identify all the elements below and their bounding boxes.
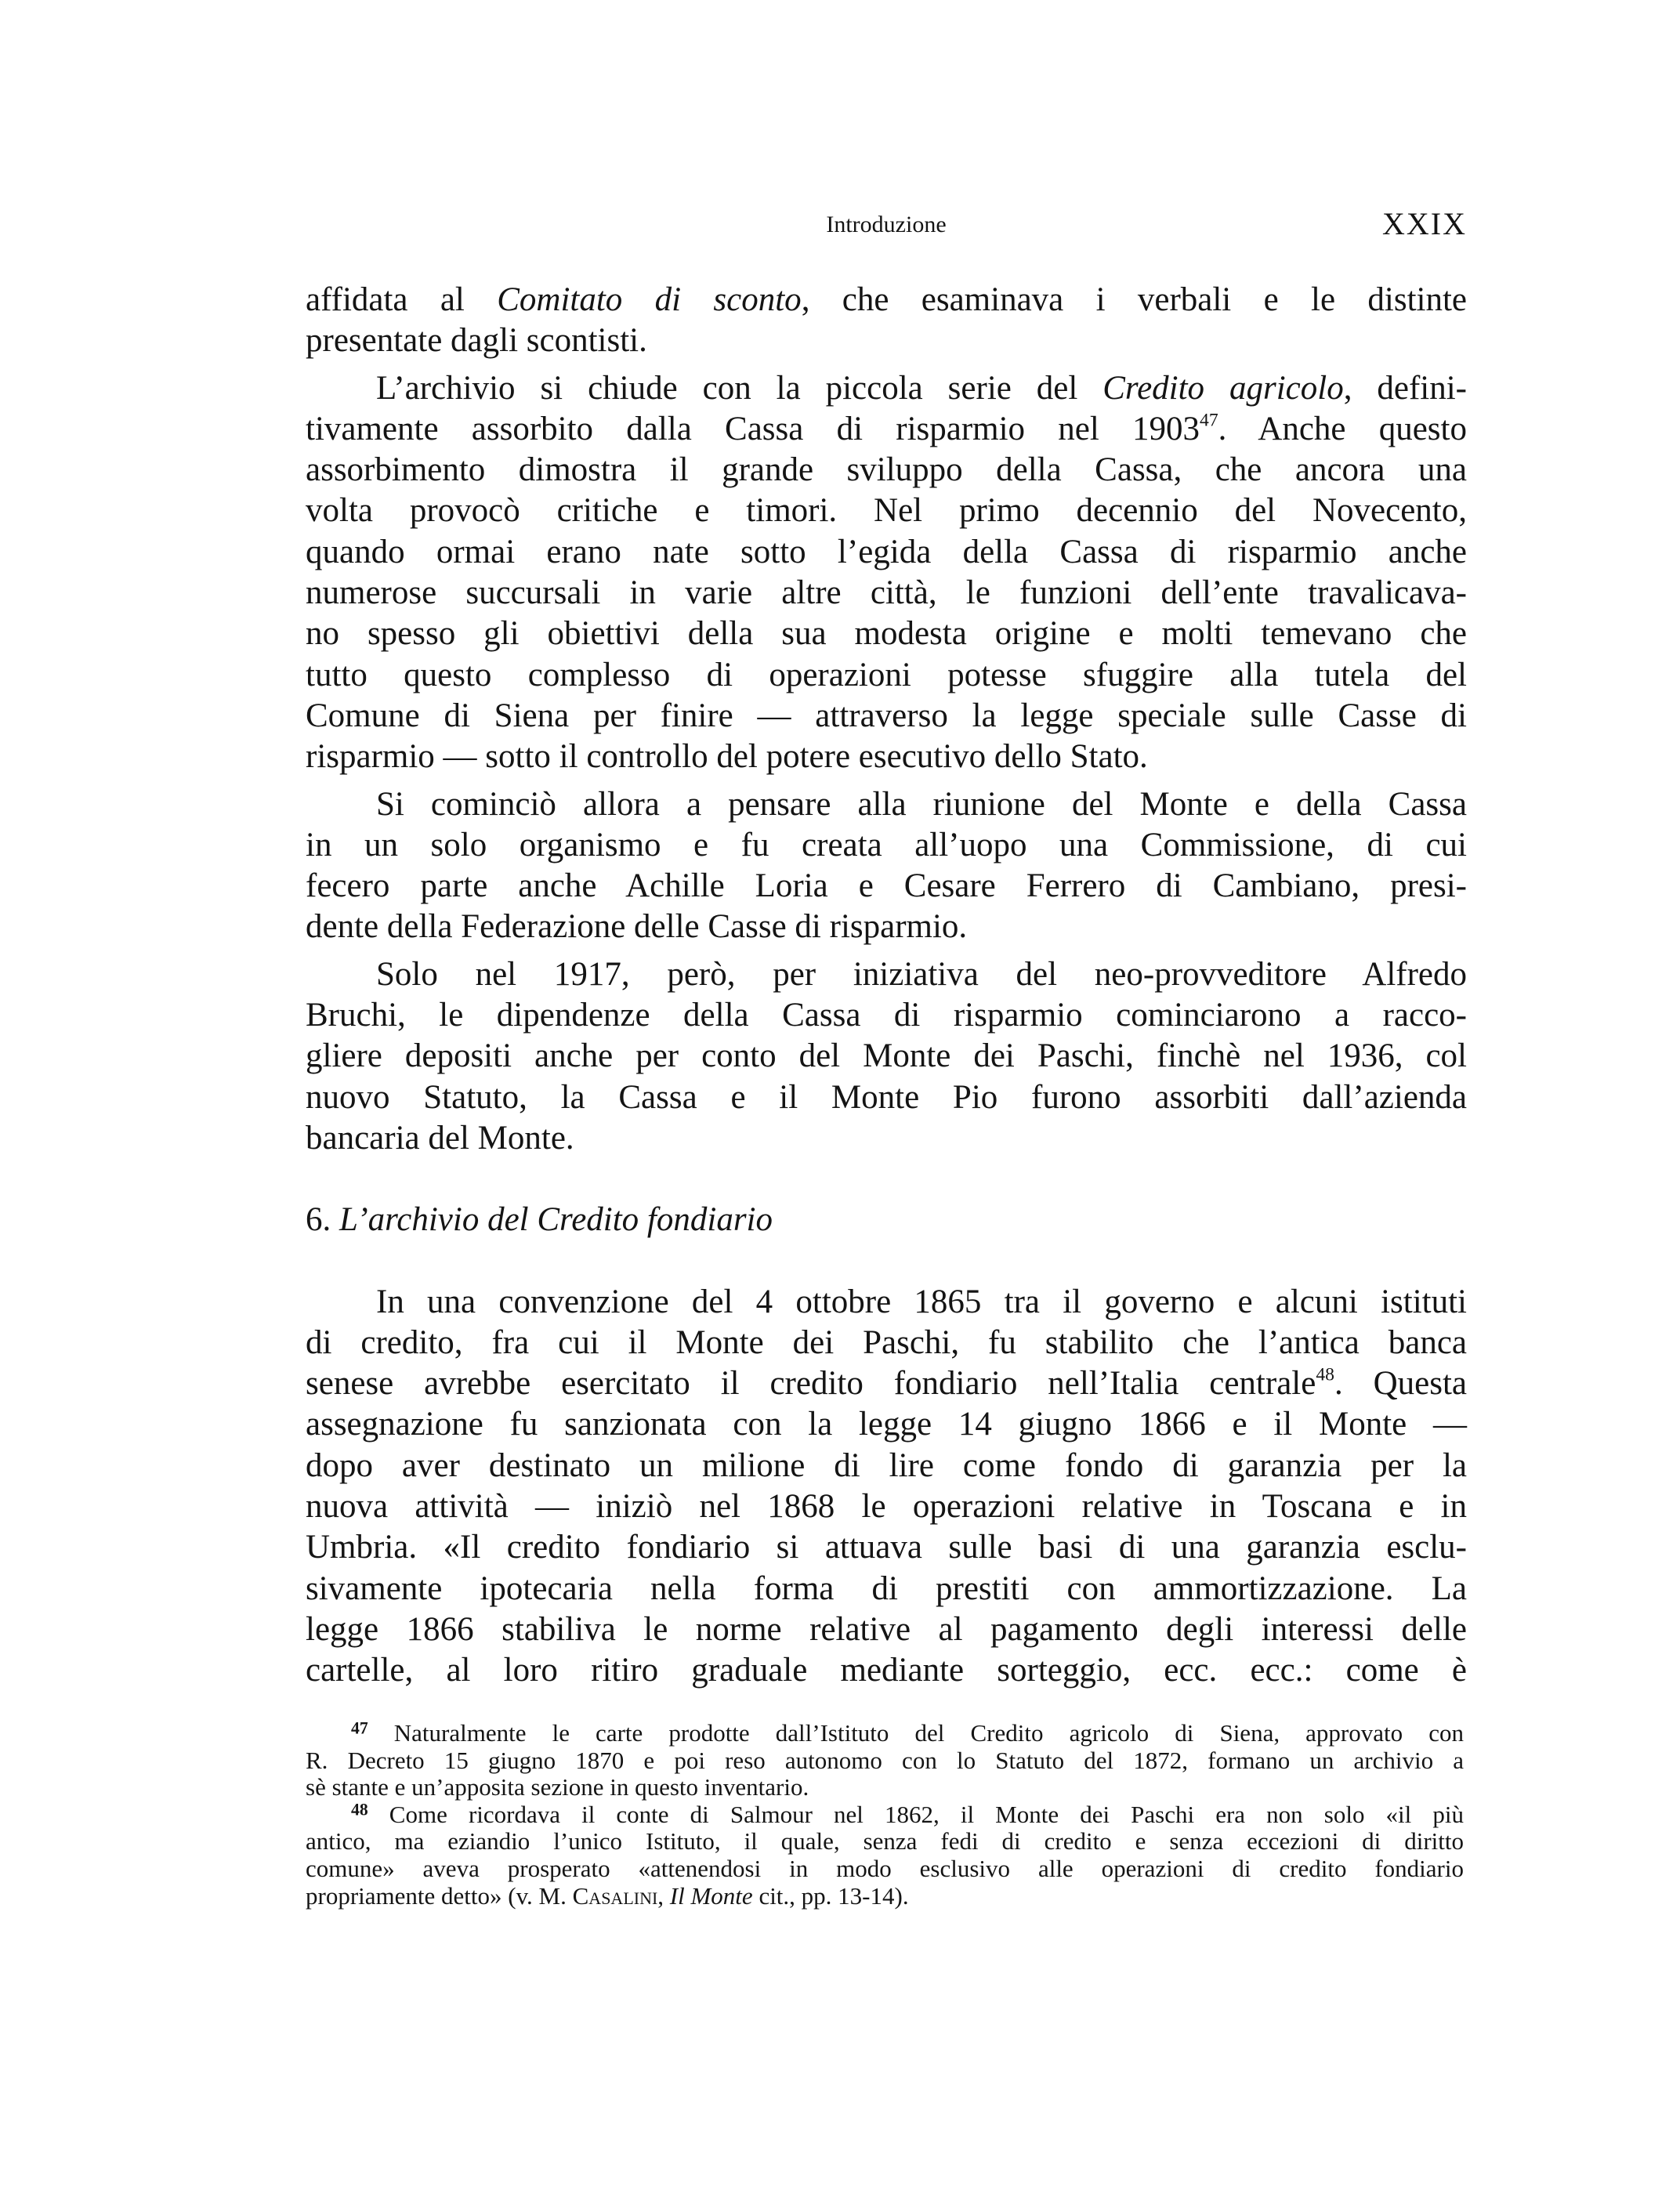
text-segment: Naturalmente le carte prodotte dall’Istituto del Credito agricolo di Siena, approvato con xyxy=(368,1719,1464,1747)
paragraph xyxy=(306,368,1467,778)
page-number: XXIX xyxy=(1382,206,1467,241)
text-segment: dente della Federazione delle Casse di risparmio. xyxy=(306,908,968,946)
text-segment: volta provocò critiche e timori. Nel primo decennio del Novecento, xyxy=(306,492,1467,530)
text-line xyxy=(306,1720,1464,1747)
text-segment: In una convenzione del 4 ottobre 1865 tra il governo e alcuni istituti xyxy=(376,1283,1467,1320)
text-line xyxy=(306,1828,1464,1855)
text-line xyxy=(306,1036,1467,1077)
text-line xyxy=(306,409,1467,450)
text-segment: Si cominciò allora a pensare alla riunione del Monte e della Cassa xyxy=(376,785,1467,823)
text-line xyxy=(306,784,1467,825)
text-segment: sè stante e un’apposita sezione in questo inventario. xyxy=(306,1773,809,1801)
text-segment: . Anche questo xyxy=(1218,410,1467,447)
text-segment: legge 1866 stabiliva le norme relative al pagamento degli interessi delle xyxy=(306,1610,1467,1648)
text-segment: nuovo Statuto, la Cassa e il Monte Pio furono assorbiti dall’azienda xyxy=(306,1078,1467,1116)
text-line xyxy=(306,491,1467,531)
text-segment: risparmio — sotto il controllo del potere esecutivo dello Stato. xyxy=(306,738,1148,776)
body-text xyxy=(306,280,1467,1692)
text-segment: fecero parte anche Achille Loria e Cesare Ferrero di Cambiano, presi- xyxy=(306,867,1467,905)
text-segment: L’archivio si chiude con la piccola serie del xyxy=(376,369,1103,407)
text-segment: sivamente ipotecaria nella forma di prestiti con ammortizzazione. La xyxy=(306,1569,1467,1607)
text-segment: antico, ma eziandio l’unico Istituto, il quale, senza fedi di credito e senza eccezioni di diritto xyxy=(306,1827,1464,1855)
text-segment: assegnazione fu sanzionata con la legge 14 giugno 1866 e il Monte — xyxy=(306,1406,1467,1443)
text-segment: nuova attività — iniziò nel 1868 le operazioni relative in Toscana e in xyxy=(306,1488,1467,1526)
text-line xyxy=(306,1609,1467,1650)
text-line xyxy=(306,1446,1467,1486)
text-segment: Bruchi, le dipendenze della Cassa di risparmio cominciarono a racco- xyxy=(306,997,1467,1034)
text-segment: Comitato di sconto xyxy=(497,281,802,318)
text-line xyxy=(306,1404,1467,1445)
text-segment: presentate dagli scontisti. xyxy=(306,322,647,360)
text-line xyxy=(306,1855,1464,1883)
section-heading xyxy=(306,1200,1467,1240)
text-segment: , defini- xyxy=(1343,369,1468,407)
footnote-reference: 47 xyxy=(351,1718,368,1738)
text-segment: numerose succursali in varie altre città, le funzioni dell’ente travalicava- xyxy=(306,574,1467,612)
text-segment: Umbria. «Il credito fondiario si attuava sulle basi di una garanzia esclu- xyxy=(306,1529,1467,1566)
text-line xyxy=(306,368,1467,409)
text-line xyxy=(306,1527,1467,1568)
text-line xyxy=(306,320,1467,361)
text-line xyxy=(306,1774,1464,1801)
text-line xyxy=(306,696,1467,737)
text-segment: , xyxy=(657,1881,670,1910)
text-segment: cit., pp. 13-14). xyxy=(752,1881,909,1910)
page-header xyxy=(306,205,1467,244)
text-segment: cartelle, al loro ritiro graduale mediante sorteggio, ecc. ecc.: come è xyxy=(306,1652,1467,1689)
paragraphs-after-section xyxy=(306,1282,1467,1692)
text-segment: affidata al xyxy=(306,281,498,318)
text-segment: in un solo organismo e fu creata all’uopo una Commissione, di cui xyxy=(306,826,1467,863)
footnote-reference: 48 xyxy=(1316,1364,1334,1385)
text-line xyxy=(306,737,1467,777)
text-line xyxy=(306,532,1467,573)
text-segment: . Questa xyxy=(1334,1365,1467,1403)
text-segment: di credito, fra cui il Monte dei Paschi, fu stabilito che l’antica banca xyxy=(306,1323,1467,1361)
text-segment: Il Monte xyxy=(669,1881,753,1910)
text-segment: propriamente detto» (v. M. xyxy=(306,1881,573,1910)
text-segment: Credito agricolo xyxy=(1102,369,1344,407)
text-segment: R. Decreto 15 giugno 1870 e poi reso autonomo con lo Statuto del 1872, formano un archivio a xyxy=(306,1746,1464,1774)
text-line xyxy=(306,1650,1467,1691)
text-segment: quando ormai erano nate sotto l’egida della Cassa di risparmio anche xyxy=(306,533,1467,570)
footnote-reference: 47 xyxy=(1200,410,1218,431)
text-line xyxy=(306,1801,1464,1829)
text-line xyxy=(306,825,1467,866)
text-line xyxy=(306,1569,1467,1609)
text-line xyxy=(306,1883,1464,1910)
text-line xyxy=(306,995,1467,1036)
text-line xyxy=(306,450,1467,491)
text-segment: gliere depositi anche per conto del Monte dei Paschi, finchè nel 1936, col xyxy=(306,1037,1467,1075)
text-segment: tivamente assorbito dalla Cassa di risparmio nel 1903 xyxy=(306,410,1200,447)
text-line xyxy=(306,1077,1467,1118)
text-segment: Comune di Siena per finire — attraverso la legge speciale sulle Casse di xyxy=(306,697,1467,734)
running-title: Introduzione xyxy=(826,212,947,237)
paragraph xyxy=(306,954,1467,1159)
text-line xyxy=(306,1282,1467,1323)
text-segment: , che esaminava i verbali e le distinte xyxy=(801,281,1467,318)
text-line xyxy=(306,866,1467,907)
text-line xyxy=(306,1118,1467,1159)
text-line xyxy=(306,573,1467,614)
footnote xyxy=(306,1720,1464,1801)
paragraph xyxy=(306,280,1467,362)
text-segment: Solo nel 1917, però, per iniziativa del neo-provveditore Alfredo xyxy=(376,955,1467,993)
text-segment: comune» aveva prosperato «attenendosi in modo esclusivo alle operazioni di credito fondiario xyxy=(306,1854,1464,1882)
text-line xyxy=(306,1323,1467,1363)
text-segment: Come ricordava il conte di Salmour nel 1862, il Monte dei Paschi era non solo «il più xyxy=(368,1800,1464,1828)
paragraph xyxy=(306,1282,1467,1692)
text-line xyxy=(306,907,1467,947)
paragraphs-before-section xyxy=(306,280,1467,1159)
text-segment: bancaria del Monte. xyxy=(306,1119,574,1157)
text-line xyxy=(306,655,1467,696)
text-segment: dopo aver destinato un milione di lire come fondo di garanzia per la xyxy=(306,1446,1467,1484)
text-line xyxy=(306,954,1467,995)
footnotes xyxy=(306,1720,1464,1910)
text-segment: tutto questo complesso di operazioni potesse sfuggire alla tutela del xyxy=(306,656,1467,693)
text-line xyxy=(306,1363,1467,1404)
text-segment: assorbimento dimostra il grande sviluppo della Cassa, che ancora una xyxy=(306,451,1467,489)
text-line xyxy=(306,614,1467,654)
text-line xyxy=(306,1747,1464,1775)
footnote xyxy=(306,1801,1464,1910)
text-line xyxy=(306,280,1467,320)
section-title: L’archivio del Credito fondiario xyxy=(339,1201,773,1239)
text-line xyxy=(306,1486,1467,1527)
text-segment: Casalini xyxy=(572,1881,658,1910)
paragraph xyxy=(306,784,1467,948)
section-number: 6. xyxy=(306,1201,339,1239)
text-segment: no spesso gli obiettivi della sua modesta origine e molti temevano che xyxy=(306,615,1467,653)
footnote-reference: 48 xyxy=(351,1800,368,1819)
text-segment: senese avrebbe esercitato il credito fondiario nell’Italia centrale xyxy=(306,1365,1316,1403)
